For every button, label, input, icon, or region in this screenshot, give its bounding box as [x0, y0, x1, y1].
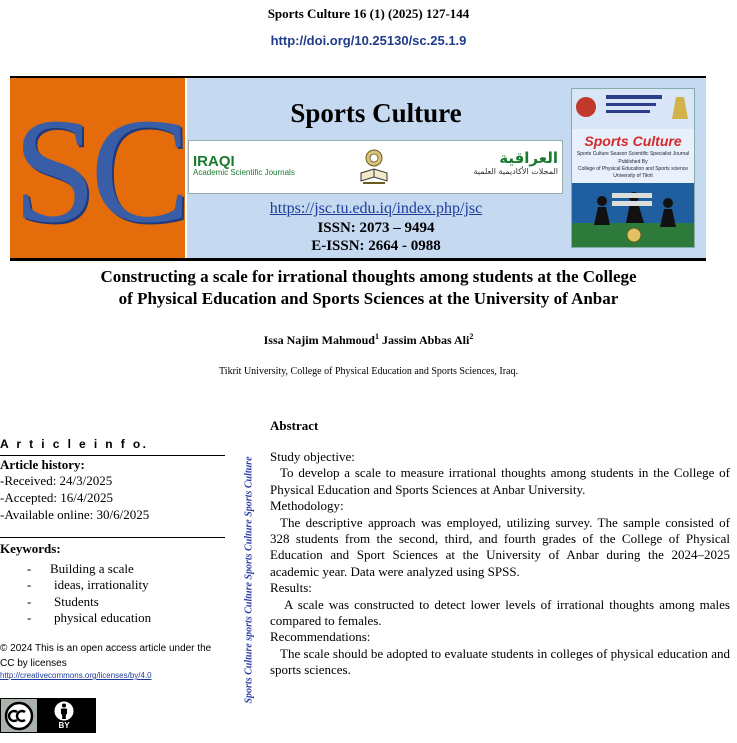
results-label: Results: [270, 580, 312, 596]
keyword-bullet: - [27, 594, 32, 609]
article-info-heading: A r t i c l e i n f o. [0, 437, 149, 451]
methodology-label: Methodology: [270, 498, 344, 514]
cover-title: Sports Culture [584, 133, 682, 149]
sc-logo-text: SC [13, 88, 185, 254]
keyword-item: Building a scale [50, 561, 134, 576]
keyword-item: physical education [54, 610, 152, 625]
cc-icon [4, 701, 34, 731]
cover-subtitle-2: Published By [618, 159, 648, 165]
recommendations-text: The scale should be adopted to evaluate students in colleges of physical education and sports sciences. [270, 645, 730, 678]
vertical-side-banner [238, 450, 260, 710]
available-online-date: -Available online: 30/6/2025 [0, 507, 150, 522]
vertical-banner-text: Sports Culture sports Culture Sports Culture Sports Culture [243, 456, 255, 704]
iraqi-logo-subtext: Academic Scientific Journals [193, 168, 295, 177]
partner-logos [188, 140, 563, 194]
article-title [0, 266, 737, 310]
cover-field-1 [612, 193, 652, 198]
cover-subtitle-4: University of Tikrit [613, 173, 653, 179]
arabic-journals-logo [474, 149, 558, 176]
article-title-line-2: of Physical Education and Sports Sciences at the University of Anbar [118, 289, 619, 308]
keyword-bullet: - [27, 577, 32, 592]
journal-cover-frame [565, 78, 706, 258]
journal-name: Sports Culture [290, 98, 462, 128]
author-1: Issa Najim Mahmoud [263, 333, 375, 347]
license-text: © 2024 This is an open access article under the CC by licenses [0, 643, 212, 669]
university-emblem-icon [357, 147, 391, 187]
article-info-rule-1 [0, 455, 225, 456]
objective-text: To develop a scale to measure irrational thoughts among students in the College of Physical Education and Sports Sciences at Anbar University. [270, 465, 730, 497]
recommendations-label: Recommendations: [270, 629, 371, 645]
doi-link[interactable]: http://doi.org/10.25130/sc.25.1.9 [270, 33, 467, 48]
article-info-rule-2 [0, 537, 225, 538]
cover-header-graphic [572, 89, 694, 129]
keyword-bullet: - [27, 561, 32, 576]
abstract-heading: Abstract [270, 418, 319, 433]
banner-center [187, 78, 565, 258]
author-2: Jassim Abbas Ali [381, 333, 470, 347]
person-icon [53, 700, 75, 722]
article-title-line-1: Constructing a scale for irrational thoughts among students at the College [100, 267, 637, 286]
arabic-logo-subtext: المجلات الأكاديمية العلمية [473, 167, 558, 176]
abstract-body [270, 449, 730, 679]
journal-cover-image [571, 88, 695, 248]
article-history-heading: Article history: [0, 457, 85, 472]
license-url-link[interactable]: http://creativecommons.org/licenses/by/4.0 [0, 671, 152, 680]
iraqi-logo-text: IRAQI [193, 153, 235, 170]
cover-field-2 [612, 201, 652, 206]
cover-subtitle-3: College of Physical Education and Sports science [577, 166, 689, 172]
banner-bottom-rule [10, 258, 706, 261]
cc-by-label: BY [58, 721, 70, 730]
author-2-affiliation-mark: 2 [469, 332, 474, 341]
results-text: A scale was constructed to detect lower levels of irrational thoughts among males compared to females. [270, 596, 730, 629]
issn: ISSN: 2073 – 9494 [317, 220, 435, 236]
objective-label: Study objective: [270, 449, 355, 464]
cover-subtitle-1: Sports Culture Season Scientific Specialist Journal [576, 151, 690, 157]
methodology-text: The descriptive approach was employed, utilizing survey. The sample consisted of 328 students from the second, third, and fourth grades of the College of Physical Education and Sport Sciences at the University of Anbar during the 2024–2025 academic year. Data were analyzed using SPSS. [270, 514, 730, 579]
keyword-bullet: - [27, 610, 32, 625]
keywords-heading: Keywords: [0, 541, 61, 556]
keyword-item: ideas, irrationality [54, 577, 149, 592]
cc-by-badge[interactable] [0, 698, 96, 733]
sc-logo [10, 78, 185, 258]
authors [0, 332, 737, 348]
author-1-affiliation-mark: 1 [374, 332, 379, 341]
e-issn: E-ISSN: 2664 - 0988 [311, 238, 441, 254]
iraqi-journals-logo [193, 153, 295, 177]
keyword-item: Students [54, 594, 99, 609]
journal-citation: Sports Culture 16 (1) (2025) 127-144 [267, 6, 470, 21]
received-date: -Received: 24/3/2025 [0, 473, 113, 488]
affiliation: Tikrit University, College of Physical Education and Sports Sciences, Iraq. [219, 366, 518, 377]
accepted-date: -Accepted: 16/4/2025 [0, 490, 113, 505]
arabic-logo-text: العراقية [499, 149, 558, 167]
journal-url-link[interactable]: https://jsc.tu.edu.iq/index.php/jsc [269, 200, 483, 217]
